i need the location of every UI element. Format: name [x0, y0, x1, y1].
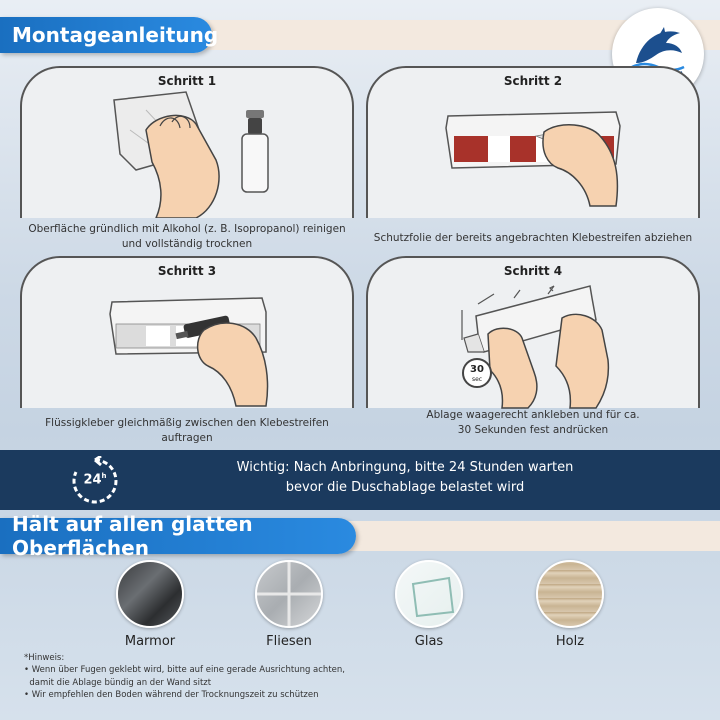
step-caption-1: Oberfläche gründlich mit Alkohol (z. B. Isopropanol) reinigen und vollständig trocknen — [28, 223, 346, 251]
step-card-1 — [20, 66, 354, 218]
step-caption-2: Schutzfolie der bereits angebrachten Klebestreifen abziehen — [373, 232, 693, 244]
step-card-4 — [366, 256, 700, 408]
tiles-swatch-icon — [255, 560, 323, 628]
hints-title: *Hinweis: — [24, 653, 65, 663]
surface-wood: Holz — [530, 560, 610, 649]
step-card-2 — [366, 66, 700, 218]
notice-bar — [0, 450, 720, 510]
cleaning-cloth-illustration — [106, 90, 286, 218]
surfaces-title: Hält auf allen glatten Oberflächen — [12, 512, 253, 560]
shelf-press-illustration — [458, 280, 658, 410]
marble-swatch-icon — [116, 560, 184, 628]
surface-glass: Glas — [389, 560, 469, 649]
surface-marble: Marmor — [110, 560, 190, 649]
step-card-3 — [20, 256, 354, 408]
step-caption-3: Flüssigkleber gleichmäßig zwischen den Klebestreifen auftragen — [45, 417, 329, 445]
hint-line: • Wir empfehlen den Boden während der Trocknungszeit zu schützen — [24, 689, 319, 700]
step-title: Schritt 4 — [503, 264, 563, 278]
hints-block — [24, 652, 345, 701]
wood-swatch-icon — [536, 560, 604, 628]
shelf-peeling-illustration — [440, 106, 630, 216]
step-caption-4: Ablage waagerecht ankleben und für ca. 30 Sekunden fest andrücken — [426, 409, 640, 437]
step-title: Schritt 2 — [503, 74, 563, 88]
step-title: Schritt 1 — [157, 74, 217, 88]
glass-swatch-icon — [395, 560, 463, 628]
step-title: Schritt 3 — [157, 264, 217, 278]
hint-line: damit die Ablage bündig an der Wand sitzt — [24, 677, 212, 688]
notice-text: Wichtig: Nach Anbringung, bitte 24 Stunden warten bevor die Duschablage belastet wird — [236, 460, 574, 496]
page-title: Montageanleitung — [12, 23, 219, 47]
clock-24h-icon: 24$^h$ — [70, 456, 120, 506]
surface-tiles: Fliesen — [249, 560, 329, 649]
hint-line: • Wenn über Fugen geklebt wird, bitte auf eine gerade Ausrichtung achten, — [24, 665, 345, 676]
timer-icon: 30 sec — [462, 358, 492, 388]
adhesive-application-illustration — [106, 294, 286, 408]
header-banner — [0, 17, 219, 53]
surfaces-banner — [0, 512, 356, 560]
